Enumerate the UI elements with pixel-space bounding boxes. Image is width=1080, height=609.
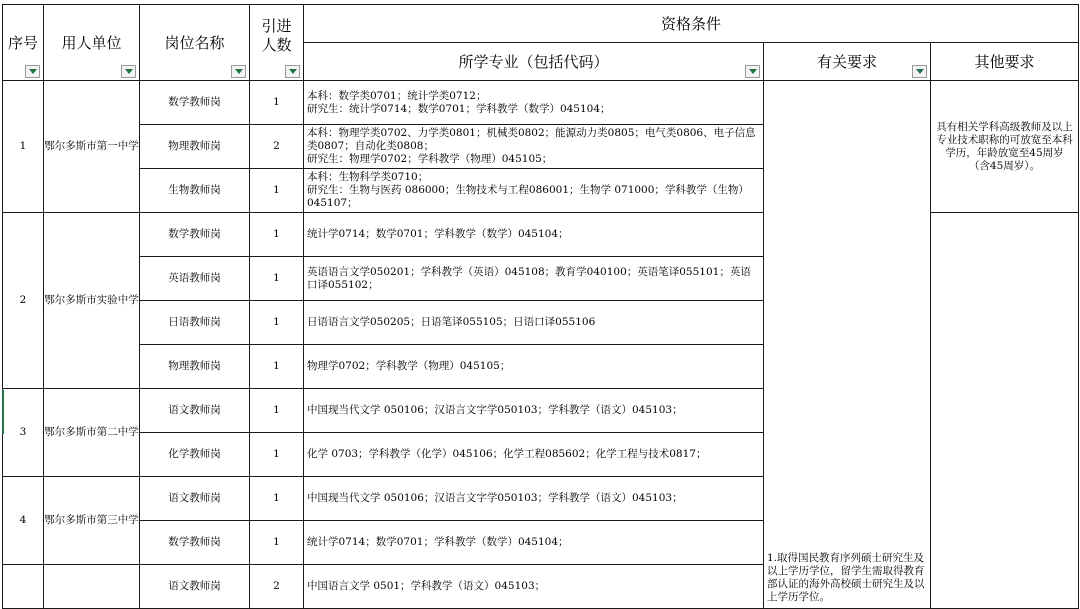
- header-seq-label: 序号: [7, 34, 38, 52]
- header-qualification-label: 资格条件: [660, 15, 721, 33]
- header-related-label: 有关要求: [816, 53, 877, 71]
- header-post: [140, 5, 250, 81]
- table-row: [3, 81, 1079, 125]
- post-cell: 语文教师岗: [140, 477, 250, 521]
- unit-cell: [44, 565, 140, 609]
- major-cell: 中国语言文学 0501；学科教学（语文）045103；: [304, 565, 764, 609]
- filter-dropdown-icon[interactable]: [231, 65, 246, 78]
- header-unit-label: 用人单位: [61, 34, 122, 52]
- count-cell: 1: [250, 257, 304, 301]
- major-cell: 化学 0703；学科教学（化学）045106；化学工程085602；化学工程与技术0817；: [304, 433, 764, 477]
- major-cell: 日语语言文学050205；日语笔译055105；日语口译055106: [304, 301, 764, 345]
- count-cell: 2: [250, 565, 304, 609]
- count-cell: 1: [250, 389, 304, 433]
- header-other-label: 其他要求: [974, 53, 1035, 71]
- major-cell: 中国现当代文学 050106；汉语言文字学050103；学科教学（语文）045103；: [304, 389, 764, 433]
- seq-cell: 4: [3, 477, 44, 565]
- seq-cell: 3: [3, 389, 44, 477]
- count-cell: 1: [250, 477, 304, 521]
- count-cell: 1: [250, 301, 304, 345]
- header-qualification: [304, 5, 1079, 43]
- post-cell: 语文教师岗: [140, 389, 250, 433]
- count-cell: 1: [250, 213, 304, 257]
- header-post-label: 岗位名称: [164, 34, 225, 52]
- count-cell: 1: [250, 433, 304, 477]
- major-cell: 物理学0702；学科教学（物理）045105；: [304, 345, 764, 389]
- filter-dropdown-icon[interactable]: [285, 65, 300, 78]
- major-cell: 统计学0714；数学0701；学科教学（数学）045104；: [304, 213, 764, 257]
- filter-dropdown-icon[interactable]: [745, 65, 760, 78]
- header-count: [250, 5, 304, 81]
- major-cell: 统计学0714；数学0701；学科教学（数学）045104；: [304, 521, 764, 565]
- header-related: [764, 43, 931, 81]
- filter-dropdown-icon[interactable]: [912, 65, 927, 78]
- seq-cell: [3, 565, 44, 609]
- major-cell: 本科：生物科学类0710； 研究生：生物与医药 086000；生物技术与工程086001；生物学 071000；学科教学（生物）045107；: [304, 169, 764, 213]
- post-cell: 数学教师岗: [140, 81, 250, 125]
- post-cell: 物理教师岗: [140, 345, 250, 389]
- post-cell: 日语教师岗: [140, 301, 250, 345]
- header-major-label: 所学专业（包括代码）: [458, 53, 609, 71]
- unit-cell: 鄂尔多斯市第二中学: [44, 389, 140, 477]
- post-cell: 数学教师岗: [140, 521, 250, 565]
- post-cell: 物理教师岗: [140, 125, 250, 169]
- unit-cell: 鄂尔多斯市第一中学: [44, 81, 140, 213]
- post-cell: 化学教师岗: [140, 433, 250, 477]
- filter-dropdown-icon[interactable]: [121, 65, 136, 78]
- major-cell: 中国现当代文学 050106；汉语言文字学050103；学科教学（语文）045103；: [304, 477, 764, 521]
- header-other: [931, 43, 1079, 81]
- post-cell: 生物教师岗: [140, 169, 250, 213]
- count-cell: 1: [250, 521, 304, 565]
- other-requirement-cell: 具有相关学科高级教师及以上专业技术职称的可放宽至本科学历，年龄放宽至45周岁（含45周岁）。: [931, 81, 1079, 213]
- post-cell: 英语教师岗: [140, 257, 250, 301]
- unit-cell: 鄂尔多斯市实验中学: [44, 213, 140, 389]
- unit-cell: 鄂尔多斯市第三中学: [44, 477, 140, 565]
- header-major: [304, 43, 764, 81]
- post-cell: 语文教师岗: [140, 565, 250, 609]
- major-cell: 本科：数学类0701；统计学类0712； 研究生：统计学0714；数学0701；学科教学（数学）045104；: [304, 81, 764, 125]
- count-cell: 2: [250, 125, 304, 169]
- count-cell: 1: [250, 345, 304, 389]
- related-requirement-cell: 1.取得国民教育序列硕士研究生及以上学历学位，留学生需取得教育部认证的海外高校硕士研究生及以上学历学位。: [764, 81, 931, 609]
- filter-dropdown-icon[interactable]: [25, 65, 40, 78]
- cell-selection-marker: [2, 390, 4, 434]
- header-count-label: 引进人数: [261, 16, 292, 54]
- header-seq: [3, 5, 44, 81]
- other-requirement-empty-cell: [931, 213, 1079, 609]
- count-cell: 1: [250, 81, 304, 125]
- seq-cell: 2: [3, 213, 44, 389]
- count-cell: 1: [250, 169, 304, 213]
- recruitment-table: [2, 4, 1079, 609]
- post-cell: 数学教师岗: [140, 213, 250, 257]
- header-unit: [44, 5, 140, 81]
- major-cell: 英语语言文学050201；学科教学（英语）045108；教育学040100；英语笔译055101；英语口译055102；: [304, 257, 764, 301]
- seq-cell: 1: [3, 81, 44, 213]
- major-cell: 本科：物理学类0702、力学类0801；机械类0802；能源动力类0805；电气类0806、电子信息类0807；自动化类0808； 研究生：物理学0702；学科教学（物理）045105；: [304, 125, 764, 169]
